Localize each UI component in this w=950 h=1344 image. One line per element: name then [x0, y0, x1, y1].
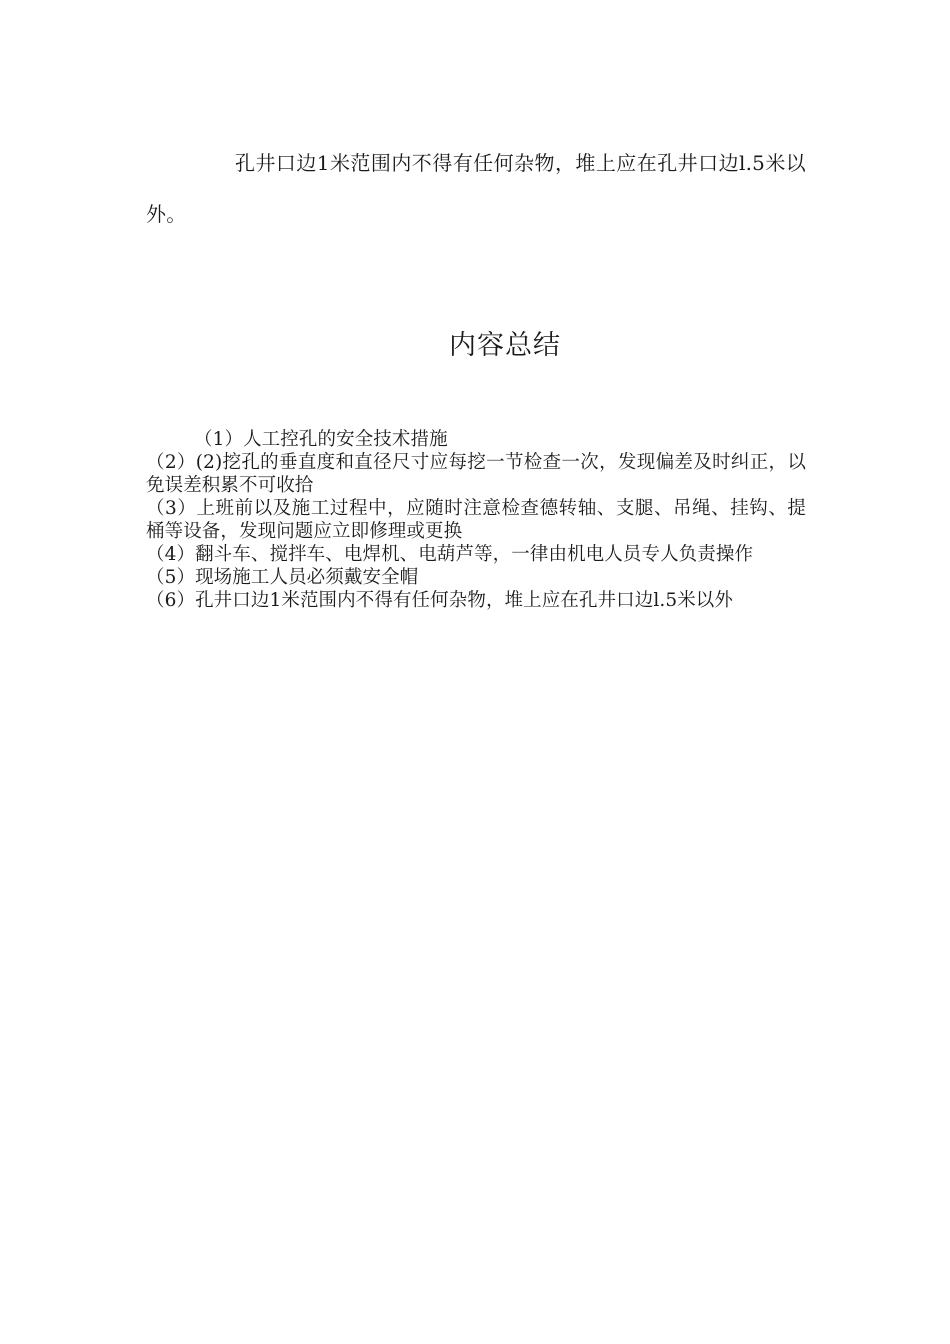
summary-item: （2）(2)挖孔的垂直度和直径尺寸应每挖一节检查一次，发现偏差及时纠正，以免误差积累不可收拾 [146, 452, 806, 496]
intro-paragraph: 孔井口边1米范围内不得有任何杂物，堆上应在孔井口边l.5米以外。 [146, 151, 806, 226]
summary-item: （4）翻斗车、搅拌车、电焊机、电葫芦等，一律由机电人员专人负责操作 [146, 544, 754, 565]
summary-item: （1）人工控孔的安全技术措施 [194, 429, 448, 450]
summary-list [146, 428, 806, 612]
summary-item: （5）现场施工人员必须戴安全帽 [146, 567, 419, 588]
summary-item: （3）上班前以及施工过程中，应随时注意检查德转轴、支腿、吊绳、挂钩、提桶等设备，发现问题应立即修理或更换 [146, 498, 806, 542]
summary-item: （6）孔井口边1米范围内不得有任何杂物，堆上应在孔井口边l.5米以外 [146, 590, 734, 611]
summary-title: 内容总结 [449, 330, 561, 361]
